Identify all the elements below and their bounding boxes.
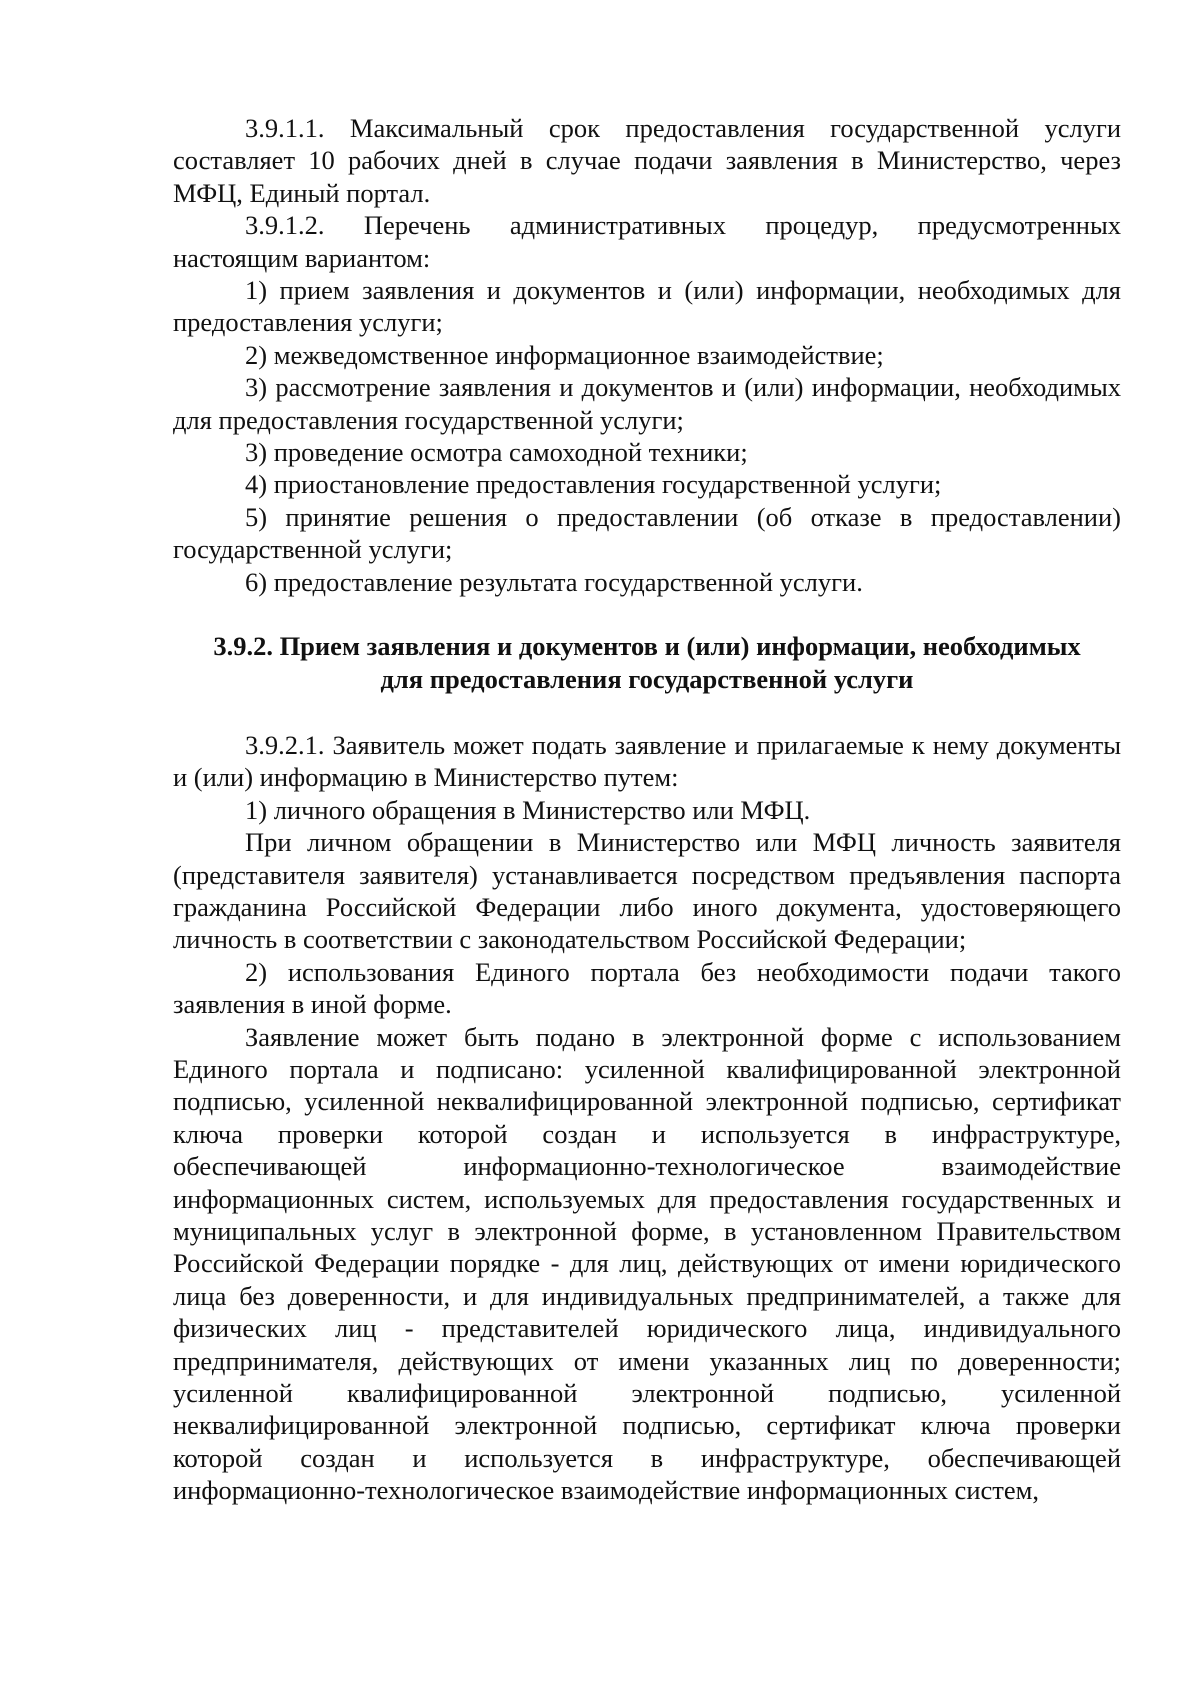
paragraph-identity: При личном обращении в Министерство или МФЦ личность заявителя (представителя заявителя) устанавливается посредством предъявления паспорта гражданина Российской Федерации либо иного документа, удостоверяющего личность в соответствии с законодательством Российской Федерации; <box>173 827 1121 955</box>
list-item-procedure-5: 5) принятие решения о предоставлении (об отказе в предоставлении) государственной услуги; <box>173 501 1121 565</box>
section-heading-line-1: 3.9.2. Прием заявления и документов и (или) информации, необходимых <box>213 631 1081 662</box>
paragraph-3-9-1-2: 3.9.1.2. Перечень административных процедур, предусмотренных настоящим вариантом: <box>173 210 1121 273</box>
list-item-procedure-6: 6) предоставление результата государственной услуги. <box>245 566 863 597</box>
list-item-submission-1: 1) личного обращения в Министерство или МФЦ. <box>245 794 811 825</box>
list-item-procedure-3: 3) рассмотрение заявления и документов и (или) информации, необходимых для предоставления государственной услуги; <box>173 372 1121 435</box>
list-item-procedure-3b: 3) проведение осмотра самоходной техники; <box>245 437 748 468</box>
section-heading-3-9-2 <box>173 630 1121 695</box>
list-item-procedure-1: 1) прием заявления и документов и (или) информации, необходимых для предоставления услуги; <box>173 275 1121 338</box>
section-heading-line-2: для предоставления государственной услуги <box>380 663 914 694</box>
list-item-procedure-4: 4) приостановление предоставления государственной услуги; <box>245 469 942 500</box>
list-item-submission-2: 2) использования Единого портала без необходимости подачи такого заявления в иной форме. <box>173 956 1121 1020</box>
paragraph-3-9-1-1: 3.9.1.1. Максимальный срок предоставления государственной услуги составляет 10 рабочих дней в случае подачи заявления в Министерство, через МФЦ, Единый портал. <box>173 113 1121 208</box>
paragraph-3-9-2-1: 3.9.2.1. Заявитель может подать заявление и прилагаемые к нему документы и (или) информацию в Министерство путем: <box>173 729 1121 793</box>
document-page <box>173 112 1121 1507</box>
list-item-procedure-2: 2) межведомственное информационное взаимодействие; <box>245 339 884 370</box>
paragraph-electronic-signature: Заявление может быть подано в электронной форме с использованием Единого портала и подписано: усиленной квалифицированной электронной подписью, усиленной неквалифицированной электронной подписью, сертификат ключа проверки которой создан и используется в инфраструктуре, обеспечивающей информационно-технологическое взаимодействие информационных систем, используемых для предоставления государственных и муниципальных услуг в электронной форме, в установленном Правительством Российской Федерации порядке - для лиц, действующих от имени юридического лица без доверенности, и для индивидуальных предпринимателей, а также для физических лиц - представителей юридического лица, индивидуального предпринимателя, действующих от имени указанных лиц по доверенности; усиленной квалифицированной электронной подписью, усиленной неквалифицированной электронной подписью, сертификат ключа проверки которой создан и используется в инфраструктуре, обеспечивающей информационно-технологическое взаимодействие информационных систем, <box>173 1021 1121 1506</box>
